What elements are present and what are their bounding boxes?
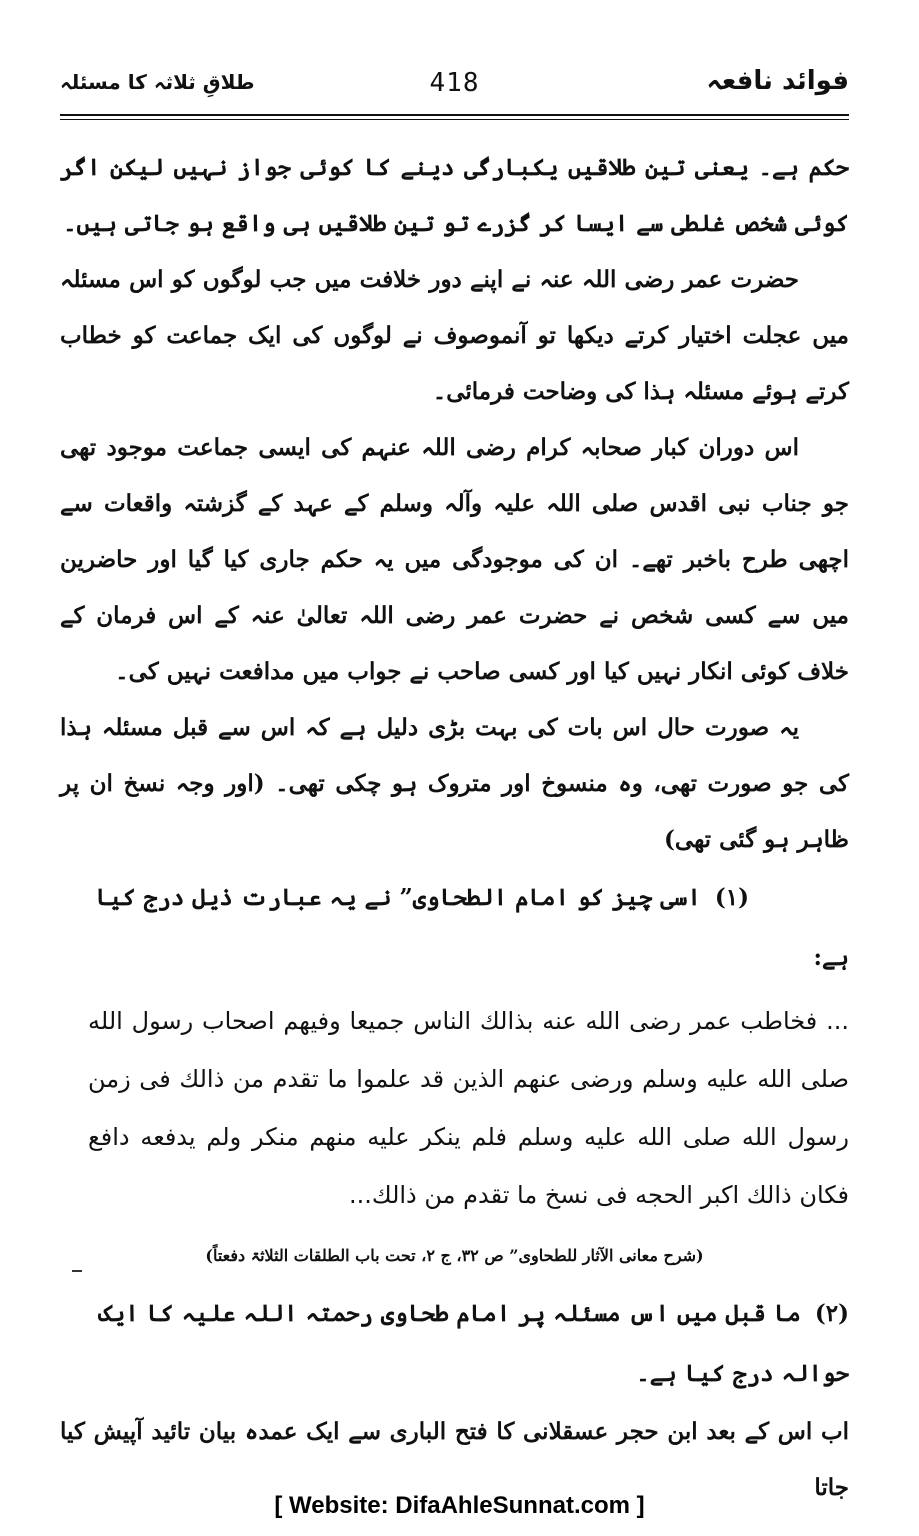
paragraph: یہ صورت حال اس بات کی بہت بڑی دلیل ہے کہ اس سے قبل مسئلہ ہذا کی جو صورت تھی، وہ منسوخ اور متروک ہو چکی تھی۔ (اور وجہ نسخ ان پر ظاہر ہو گئی تھی) [60, 714, 849, 853]
website-watermark: [ Website: DifaAhleSunnat.com ] [274, 1492, 645, 1519]
header-rule-thin [60, 119, 849, 120]
item-number: (۲) [814, 1300, 849, 1327]
page-header [60, 66, 849, 110]
closing-line: اب اس کے بعد ابن حجر عسقلانی کا فتح الباری سے ایک عمدہ بیان تائید آپیش کیا جاتا [60, 1418, 849, 1501]
item-text: اسی چیز کو امام الطحاوی” نے یہ عبارت ذیل درج کیا ہے: [95, 884, 849, 971]
item-number: (۱) [714, 884, 749, 911]
numbered-item-1 [60, 868, 849, 988]
header-rule [60, 114, 849, 116]
paragraph: حضرت عمر رضی اللہ عنہ نے اپنے دور خلافت میں جب لوگوں کو اس مسئلہ میں عجلت اختیار کرتے دیکھا تو آنموصوف نے لوگوں کی ایک جماعت کو خطاب کرتے ہوئے مسئلہ ہذا کی وضاحت فرمائی۔ [60, 266, 849, 405]
margin-mark [72, 1270, 82, 1272]
page-body [60, 140, 849, 1516]
paragraph: اس دوران کبار صحابہ کرام رضی اللہ عنہم کی ایسی جماعت موجود تھی جو جناب نبی اقدس صلی اللہ علیہ وآلہ وسلم کے عہد کے گزشتہ واقعات سے اچھی طرح باخبر تھے۔ ان کی موجودگی میں یہ حکم جاری کیا گیا اور حاضرین میں سے کسی شخص نے حضرت عمر رضی اللہ تعالیٰ عنہ کے اس فرمان کے خلاف کوئی انکار نہیں کیا اور کسی صاحب نے جواب میں مدافعت نہیں کی۔ [60, 434, 849, 685]
numbered-item-2 [60, 1284, 849, 1404]
page-number: 418 [429, 68, 480, 98]
chapter-title: طلاقِ ثلاثہ کا مسئلہ [60, 70, 255, 94]
item-text: ما قبل میں اس مسئلہ پر امام طحاوی رحمتہ اللہ علیہ کا ایک حوالہ درج کیا ہے۔ [98, 1300, 849, 1387]
arabic-quote: ... فخاطب عمر رضی الله عنه بذالك الناس جميعا وفيهم اصحاب رسول الله صلى الله عليه وسلم ورضى عنهم الذين قد علموا ما تقدم من ذالك فى زمن رسول الله صلى الله عليه وسلم فلم ينكر عليه منهم منكر ولم يدفعه دافع فكان ذالك اكبر الحجه فى نسخ ما تقدم من ذالك... [88, 1007, 849, 1209]
paragraph: حکم ہے۔ یعنی تین طلاقیں یکبارگی دینے کا کوئی جواز نہیں لیکن اگر کوئی شخص غلطی سے ایسا کر گزرے تو تین طلاقیں ہی واقع ہو جاتی ہیں۔ [60, 154, 849, 237]
book-title: فوائد نافعہ [706, 66, 849, 96]
reference-citation: (شرح معانی الآثار للطحاوی” ص ۳۲، ج ۲، تحت باب الطلقات الثلاثۃ دفعتاً) [205, 1246, 704, 1265]
